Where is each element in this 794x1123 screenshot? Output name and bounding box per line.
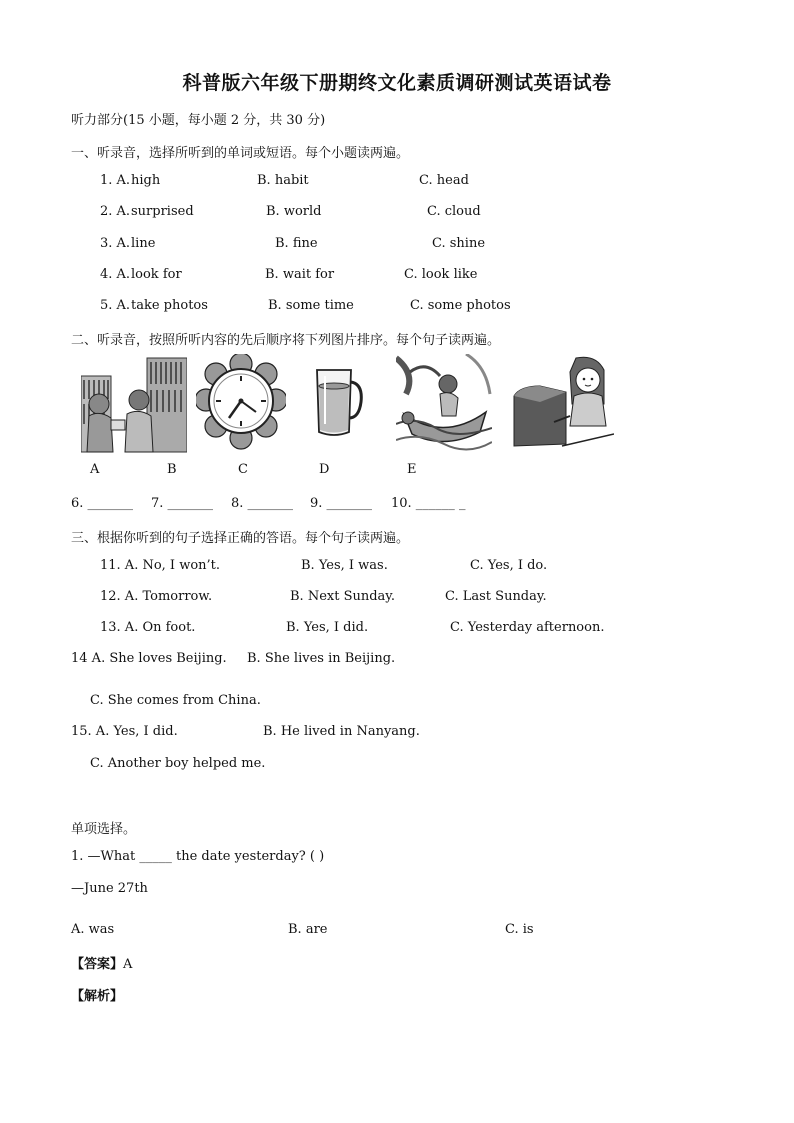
option-a: 14 A. She loves Beijing. xyxy=(71,651,227,666)
option-a: 12. A. Tomorrow. xyxy=(100,589,213,604)
picture-c xyxy=(313,366,363,438)
section1-heading: 一、听录音，选择所听到的单词或短语。每个小题读两遍。 xyxy=(71,146,410,161)
question-1-reply: —June 27th xyxy=(71,881,148,896)
question-row xyxy=(0,236,794,256)
picture-d xyxy=(396,354,492,452)
boy-boat-icon xyxy=(396,354,492,452)
blank-8[interactable]: 8. _______ xyxy=(231,496,294,511)
option-c: C. head xyxy=(419,173,469,188)
picture-label: B xyxy=(167,462,177,477)
option-c: C. cloud xyxy=(427,204,481,219)
option-c: C. She comes from China. xyxy=(90,693,261,708)
option-a: high xyxy=(131,173,161,188)
option-a: 13. A. On foot. xyxy=(100,620,196,635)
option-c: C. Yesterday afternoon. xyxy=(450,620,605,635)
option-a: 11. A. No, I won’t. xyxy=(100,558,221,573)
option-a: surprised xyxy=(131,204,194,219)
listening-header: 听力部分(15 小题，每小题 2 分，共 30 分) xyxy=(71,113,326,128)
girl-cake-icon xyxy=(510,356,614,452)
question-row xyxy=(0,173,794,193)
question-number: 1. A. xyxy=(100,173,131,188)
answer-line xyxy=(71,953,132,972)
option-c: C. Last Sunday. xyxy=(445,589,547,604)
question-number: 4. A. xyxy=(100,267,131,282)
question-row xyxy=(0,922,794,942)
option-b: B. Next Sunday. xyxy=(290,589,396,604)
flower-clock-icon xyxy=(196,354,286,450)
question-row xyxy=(0,267,794,287)
blank-6[interactable]: 6. _______ xyxy=(71,496,134,511)
option-a: take photos xyxy=(131,298,208,313)
option-b: B. Yes, I was. xyxy=(301,558,388,573)
option-b: B. wait for xyxy=(265,267,335,282)
picture-label: A xyxy=(90,462,100,477)
picture-label: C xyxy=(238,462,248,477)
option-c: C. Yes, I do. xyxy=(470,558,548,573)
answer-blanks xyxy=(0,496,794,516)
option-b: B. fine xyxy=(275,236,318,251)
question-row xyxy=(0,693,794,713)
option-b: B. are xyxy=(288,922,328,937)
page-title: 科普版六年级下册期终文化素质调研测试英语试卷 xyxy=(182,72,612,94)
option-c: C. shine xyxy=(432,236,486,251)
picture-label: E xyxy=(407,462,417,477)
option-b: B. some time xyxy=(268,298,354,313)
picture-b xyxy=(196,354,286,450)
option-a: look for xyxy=(131,267,182,282)
option-a: line xyxy=(131,236,156,251)
question-number: 5. A. xyxy=(100,298,131,313)
question-row xyxy=(0,298,794,318)
question-number: 3. A. xyxy=(100,236,131,251)
question-row xyxy=(0,756,794,776)
question-row xyxy=(0,651,794,671)
option-a: A. was xyxy=(71,922,115,937)
answer-tag: 【答案】 xyxy=(71,957,124,972)
option-c: C. look like xyxy=(404,267,478,282)
option-c: C. is xyxy=(505,922,534,937)
analysis-line xyxy=(71,985,123,1004)
analysis-tag: 【解析】 xyxy=(71,989,124,1004)
glass-mug-icon xyxy=(313,366,363,438)
question-row xyxy=(0,558,794,578)
question-row xyxy=(0,620,794,640)
question-row xyxy=(0,724,794,744)
section2-heading: 二、听录音，按照所听内容的先后顺序将下列图片排序。每个句子读两遍。 xyxy=(71,333,501,348)
picture-e xyxy=(510,356,614,452)
option-b: B. habit xyxy=(257,173,309,188)
picture-label: D xyxy=(319,462,330,477)
single-choice-heading: 单项选择。 xyxy=(71,822,137,837)
option-c: C. Another boy helped me. xyxy=(90,756,266,771)
answer-value: A xyxy=(123,957,133,972)
blank-7[interactable]: 7. _______ xyxy=(151,496,214,511)
picture-a xyxy=(81,354,187,454)
question-row xyxy=(0,204,794,224)
option-c: C. some photos xyxy=(410,298,511,313)
option-b: B. He lived in Nanyang. xyxy=(263,724,420,739)
option-a: 15. A. Yes, I did. xyxy=(71,724,178,739)
option-b: B. She lives in Beijing. xyxy=(247,651,396,666)
question-1: 1. —What _____ the date yesterday? ( ) xyxy=(71,849,325,864)
blank-10[interactable]: 10. ______ _ xyxy=(391,496,466,511)
option-b: B. Yes, I did. xyxy=(286,620,369,635)
library-kids-icon xyxy=(81,354,187,454)
question-number: 2. A. xyxy=(100,204,131,219)
section3-heading: 三、根据你听到的句子选择正确的答语。每个句子读两遍。 xyxy=(71,531,410,546)
option-b: B. world xyxy=(266,204,322,219)
blank-9[interactable]: 9. _______ xyxy=(310,496,373,511)
question-row xyxy=(0,589,794,609)
